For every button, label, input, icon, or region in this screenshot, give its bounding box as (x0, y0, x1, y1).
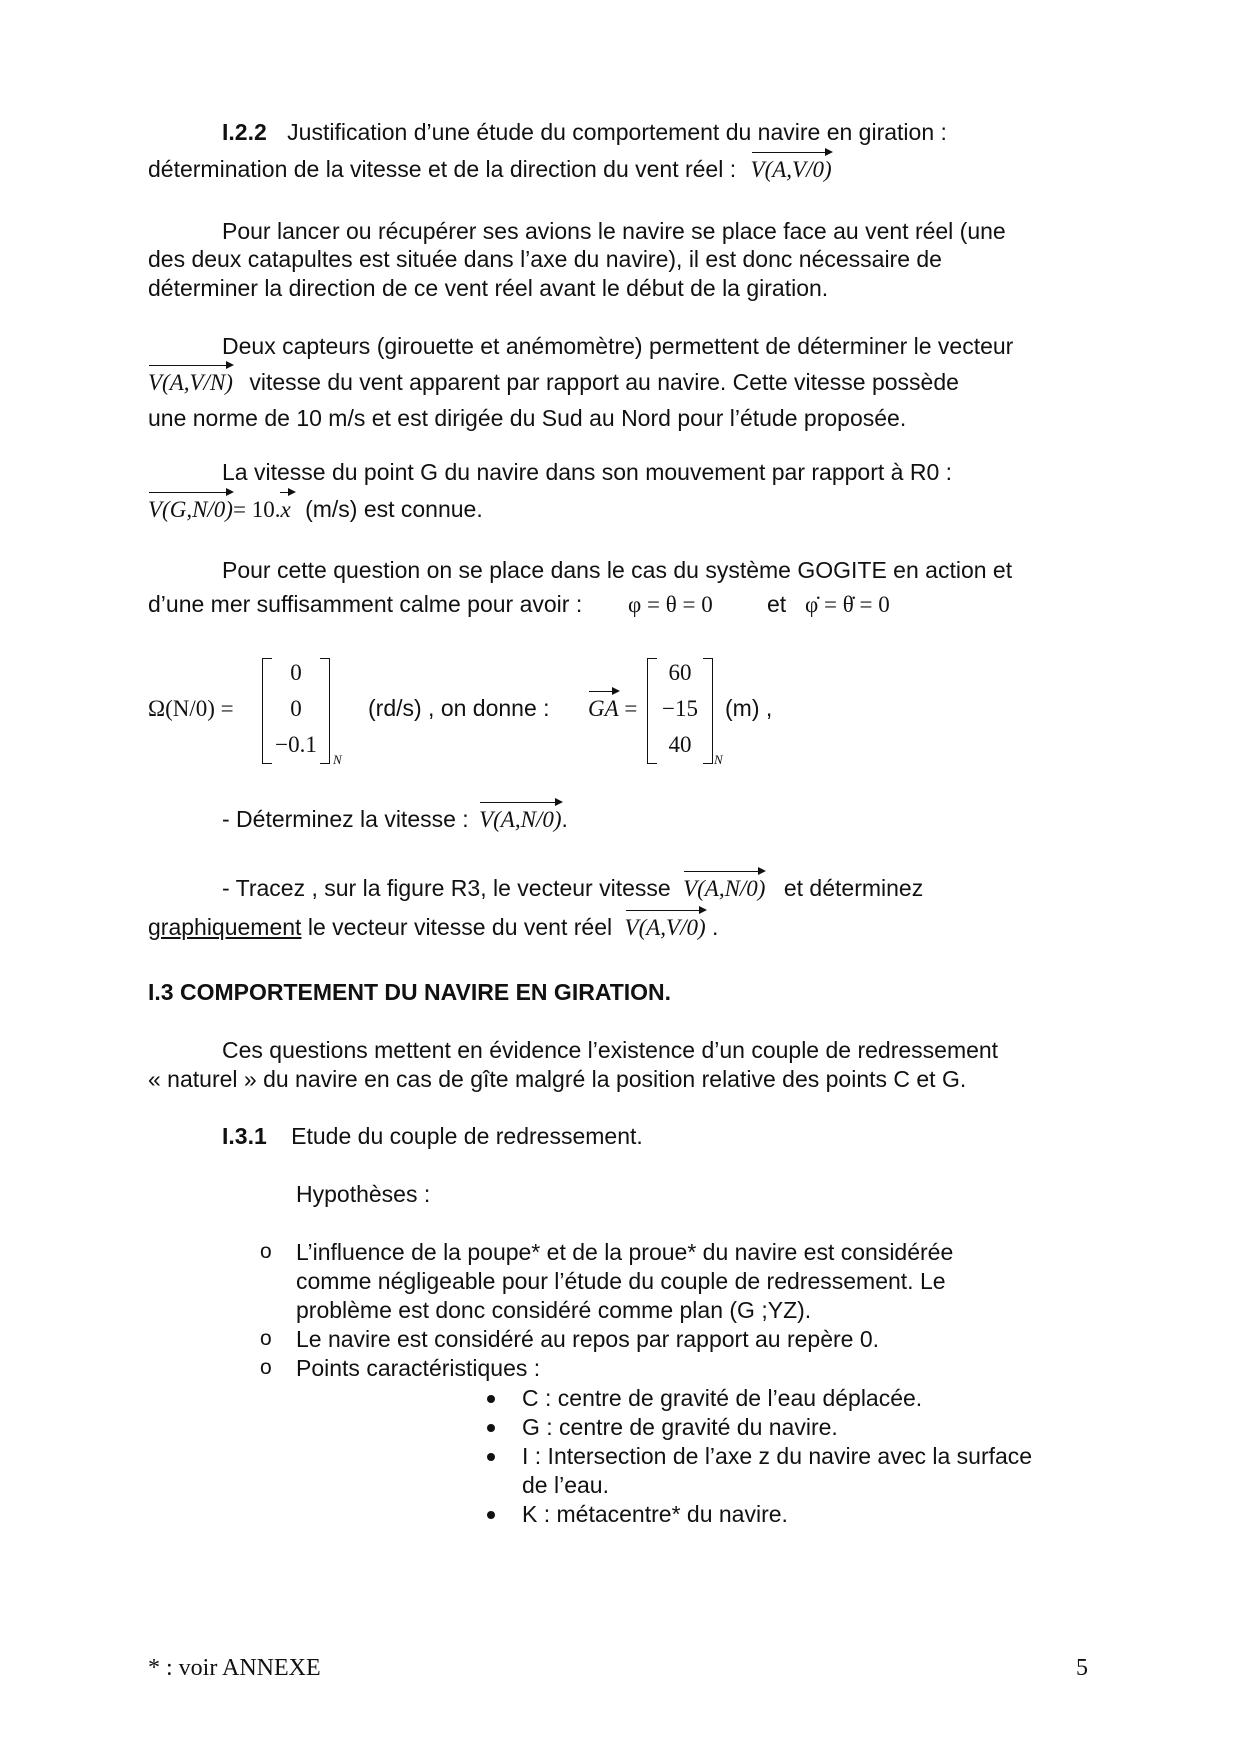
page-number: 5 (1076, 1655, 1088, 1681)
para5-line1: Ces questions mettent en évidence l’existence d’un couple de redressement (222, 1037, 999, 1063)
list-dot-line5: K : métacentre* du navire. (522, 1501, 788, 1527)
condition-et: et (767, 591, 787, 617)
list-o-line5: Points caractéristiques : (296, 1355, 541, 1381)
unit-rds-on-donne: (rd/s) , on donne : (368, 695, 550, 721)
section-heading-i22 (222, 118, 947, 147)
bullet-circle-icon: o (260, 1327, 272, 1350)
ga-matrix (647, 658, 713, 764)
para3-line2-row (148, 495, 483, 524)
vector-v-a-n-0-b: V(A,N/0) (683, 874, 765, 903)
ga-subscript: N (714, 752, 723, 767)
list-dot-line1: C : centre de gravité de l’eau déplacée. (522, 1385, 923, 1411)
list-o-line1: L’influence de la poupe* et de la proue* du navire est considérée (296, 1239, 954, 1265)
question1-row: - Déterminez la vitesse : V(A,N/0). (222, 805, 568, 834)
section-i31-title: Etude du couple de redressement. (291, 1123, 643, 1149)
question1-text: - Déterminez la vitesse : (222, 806, 469, 832)
unit-m: (m) , (725, 695, 773, 721)
para2-line1: Deux capteurs (girouette et anémomètre) permettent de déterminer le vecteur (222, 333, 1014, 359)
question2-line1b: et déterminez (783, 875, 924, 901)
para1-line2: des deux catapultes est située dans l’axe du navire), il est donc nécessaire de (148, 246, 942, 272)
list-o-line3: problème est donc considéré comme plan (G ;YZ). (296, 1297, 812, 1323)
omega-subscript: N (333, 752, 342, 767)
ga-value-1: 60 (668, 660, 692, 685)
bullet-dot-icon (487, 1453, 495, 1461)
ga-label-row: GA = (588, 694, 637, 723)
omega-matrix (262, 658, 330, 764)
para5-line2: « naturel » du navire en cas de gîte malgré la position relative des points C et G. (148, 1066, 967, 1092)
question2-line2-row: graphiquement le vecteur vitesse du vent réel V(A,V/0) . (148, 913, 718, 942)
para3-line2: (m/s) est connue. (305, 496, 483, 522)
para4-line2: d’une mer suffisamment calme pour avoir : (148, 591, 583, 617)
section-number: I.2.2 (222, 119, 267, 145)
section-i3-title: I.3 COMPORTEMENT DU NAVIRE EN GIRATION. (148, 979, 672, 1005)
footer-note: * : voir ANNEXE (148, 1655, 321, 1681)
omega-label: Ω(N/0) = (148, 696, 234, 721)
vector-v-a-v-0: V(A,V/0) (751, 155, 832, 184)
ga-value-2: −15 (662, 696, 698, 721)
para4-line1: Pour cette question on se place dans le cas du système GOGITE en action et (222, 557, 1013, 583)
para2-line2-row (148, 368, 959, 397)
bullet-dot-icon (487, 1424, 495, 1432)
bullet-circle-icon: o (260, 1240, 272, 1263)
list-o-line2: comme négligeable pour l’étude du couple de redressement. Le (296, 1268, 946, 1294)
para2-line3: une norme de 10 m/s et est dirigée du Sud au Nord pour l’étude proposée. (148, 405, 907, 431)
hypotheses-label: Hypothèses : (296, 1181, 431, 1207)
question2-line1: - Tracez , sur la figure R3, le vecteur vitesse (222, 875, 671, 901)
omega-value-1: 0 (290, 660, 302, 685)
section-heading-i3 (148, 978, 671, 1007)
list-dot-line3: I : Intersection de l’axe z du navire avec la surface (522, 1443, 1033, 1469)
condition-angles: φ = θ = 0 (628, 592, 713, 617)
vector-v-a-v-n: V(A,V/N) (148, 368, 233, 397)
para1-line1: Pour lancer ou récupérer ses avions le navire se place face au vent réel (une (222, 218, 1006, 244)
question2-line1-row (222, 874, 923, 903)
section-i31-number: I.3.1 (222, 1123, 267, 1149)
equation-equals: = 10. (232, 497, 281, 522)
section-title-line1: Justification d’une étude du comportement du navire en giration : (287, 119, 947, 145)
list-dot-line4: de l’eau. (522, 1472, 609, 1498)
omega-value-2: 0 (290, 696, 302, 721)
bullet-dot-icon (487, 1395, 495, 1403)
bullet-circle-icon: o (260, 1356, 272, 1379)
para2-line2: vitesse du vent apparent par rapport au navire. Cette vitesse possède (249, 369, 959, 395)
para1-line3: déterminer la direction de ce vent réel avant le début de la giration. (148, 275, 829, 301)
vector-v-g-n-0: V(G,N/0) (148, 495, 233, 524)
condition-rates: φ̇ = θ̇ = 0 (805, 592, 890, 617)
ga-value-3: 40 (668, 732, 692, 757)
section-heading-i31 (222, 1122, 643, 1151)
vector-x: x (280, 495, 290, 524)
underlined-graphiquement: graphiquement (148, 914, 302, 940)
section-title-line2: détermination de la vitesse et de la direction du vent réel : (148, 156, 737, 182)
list-dot-line2: G : centre de gravité du navire. (522, 1414, 838, 1440)
vector-ga: GA (588, 694, 619, 723)
section-title-line2-row (148, 155, 832, 184)
bullet-dot-icon (487, 1511, 495, 1519)
list-o-line4: Le navire est considéré au repos par rapport au repère 0. (296, 1326, 880, 1352)
para3-line1: La vitesse du point G du navire dans son mouvement par rapport à R0 : (222, 459, 953, 485)
omega-value-3: −0.1 (275, 732, 317, 757)
vector-v-a-n-0: V(A,N/0) (479, 805, 561, 834)
question2-line2: le vecteur vitesse du vent réel (307, 914, 613, 940)
vector-v-a-v-0-b: V(A,V/0) (625, 913, 706, 942)
